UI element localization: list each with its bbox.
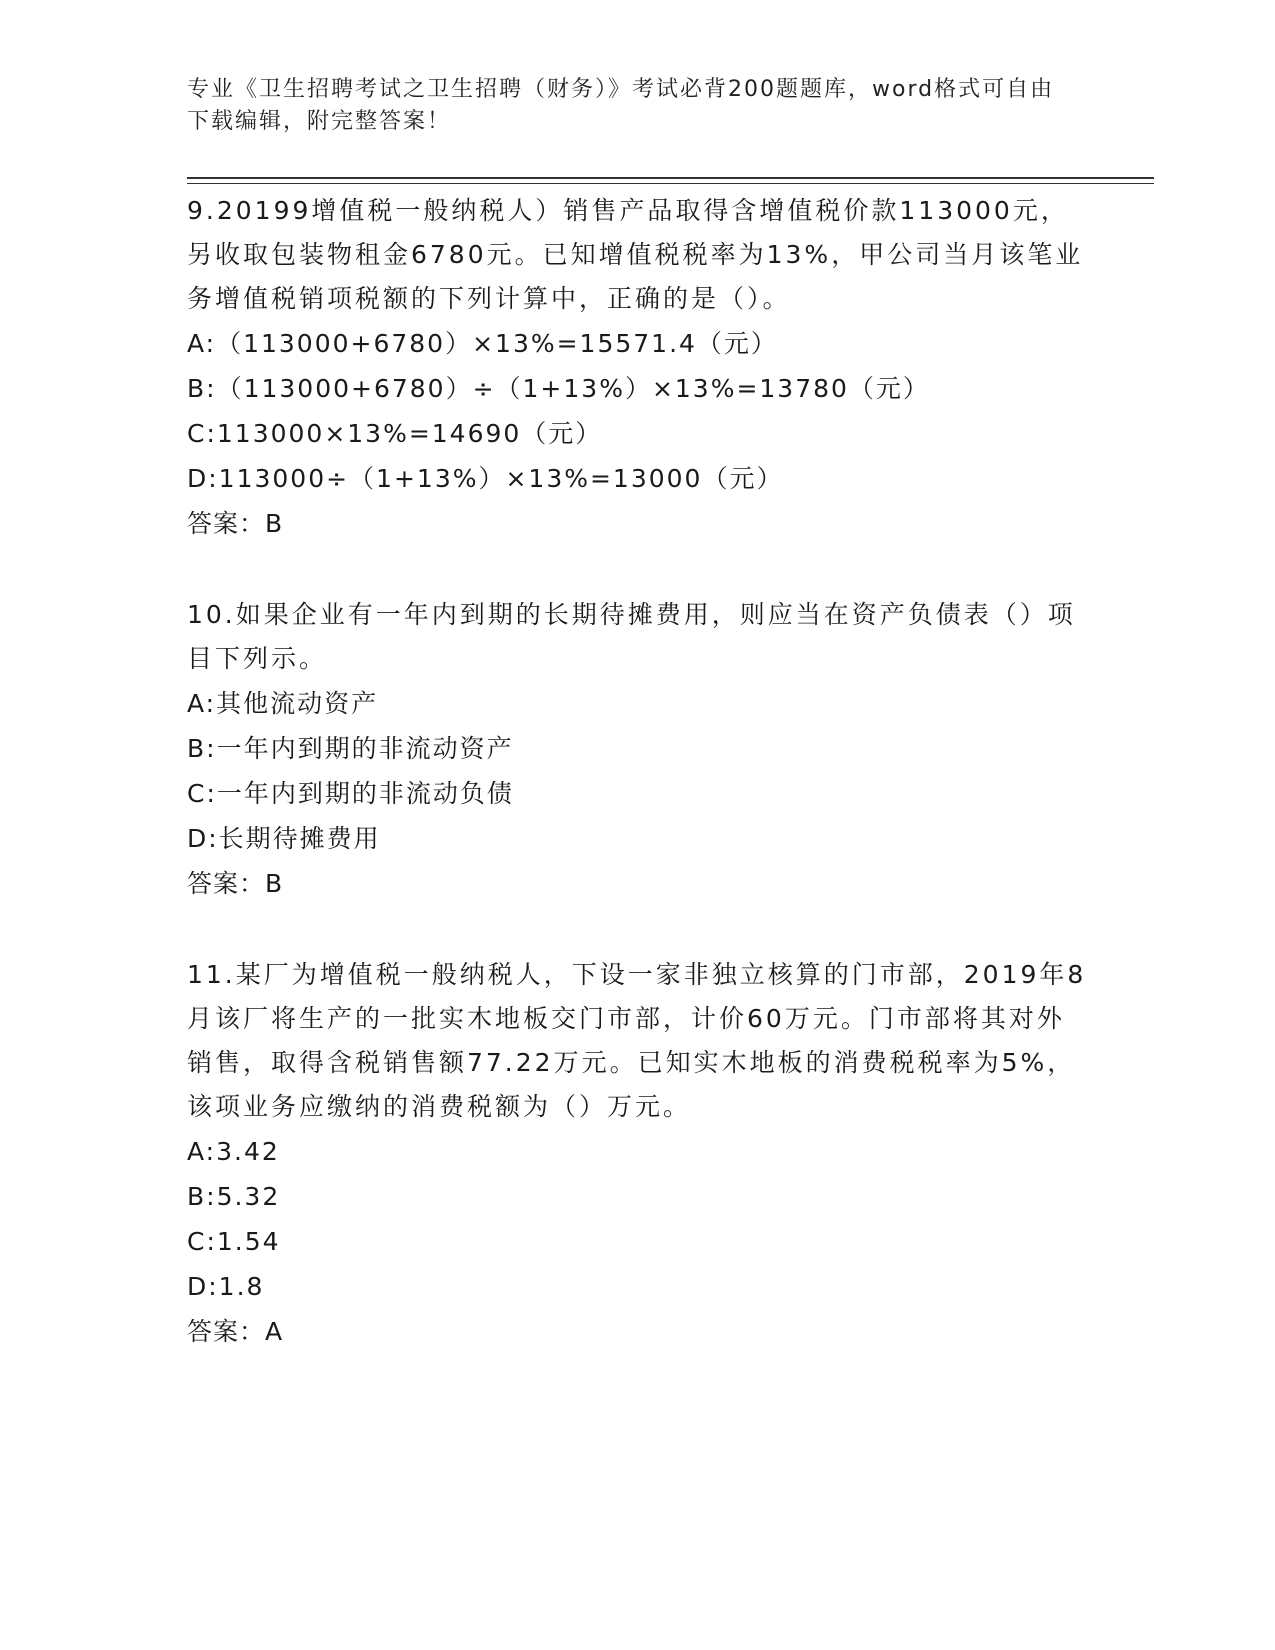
- option-b: B:一年内到期的非流动资产: [187, 734, 514, 763]
- header-rule-thick: [187, 177, 1154, 179]
- question-11: [187, 953, 1087, 1355]
- answer-line: 答案：B: [187, 869, 284, 898]
- option-c: C:1.54: [187, 1227, 281, 1256]
- option-b: B:5.32: [187, 1182, 281, 1211]
- option-a: A:其他流动资产: [187, 689, 379, 718]
- document-header: 专业《卫生招聘考试之卫生招聘（财务）》考试必背200题题库，word格式可自由下载编辑，附完整答案！: [187, 77, 1055, 134]
- option-b: B:（113000+6780）÷（1+13%）×13%=13780（元）: [187, 374, 930, 403]
- option-d: D:长期待摊费用: [187, 824, 381, 853]
- question-stem: 11.某厂为增值税一般纳税人，下设一家非独立核算的门市部，2019年8月该厂将生产的一批实木地板交门市部，计价60万元。门市部将其对外销售，取得含税销售额77.22万元。已知实木地板的消费税税率为5%，该项业务应缴纳的消费税额为（）万元。: [187, 960, 1087, 1121]
- option-a: A:（113000+6780）×13%=15571.4（元）: [187, 329, 778, 358]
- answer-line: 答案：B: [187, 509, 284, 538]
- question-10: [187, 593, 1087, 907]
- option-a: A:3.42: [187, 1137, 280, 1166]
- question-stem: 9.20199增值税一般纳税人）销售产品取得含增值税价款113000元，另收取包装物租金6780元。已知增值税税率为13%，甲公司当月该笔业务增值税销项税额的下列计算中，正确的是（）。: [187, 196, 1084, 313]
- header-rule-thin: [187, 183, 1154, 184]
- option-c: C:一年内到期的非流动负债: [187, 779, 514, 808]
- question-stem: 10.如果企业有一年内到期的长期待摊费用，则应当在资产负债表（）项目下列示。: [187, 600, 1076, 673]
- option-c: C:113000×13%=14690（元）: [187, 419, 603, 448]
- question-9: [187, 189, 1087, 547]
- answer-line: 答案：A: [187, 1317, 284, 1346]
- option-d: D:1.8: [187, 1272, 265, 1301]
- option-d: D:113000÷（1+13%）×13%=13000（元）: [187, 464, 784, 493]
- question-list: [187, 189, 1087, 1401]
